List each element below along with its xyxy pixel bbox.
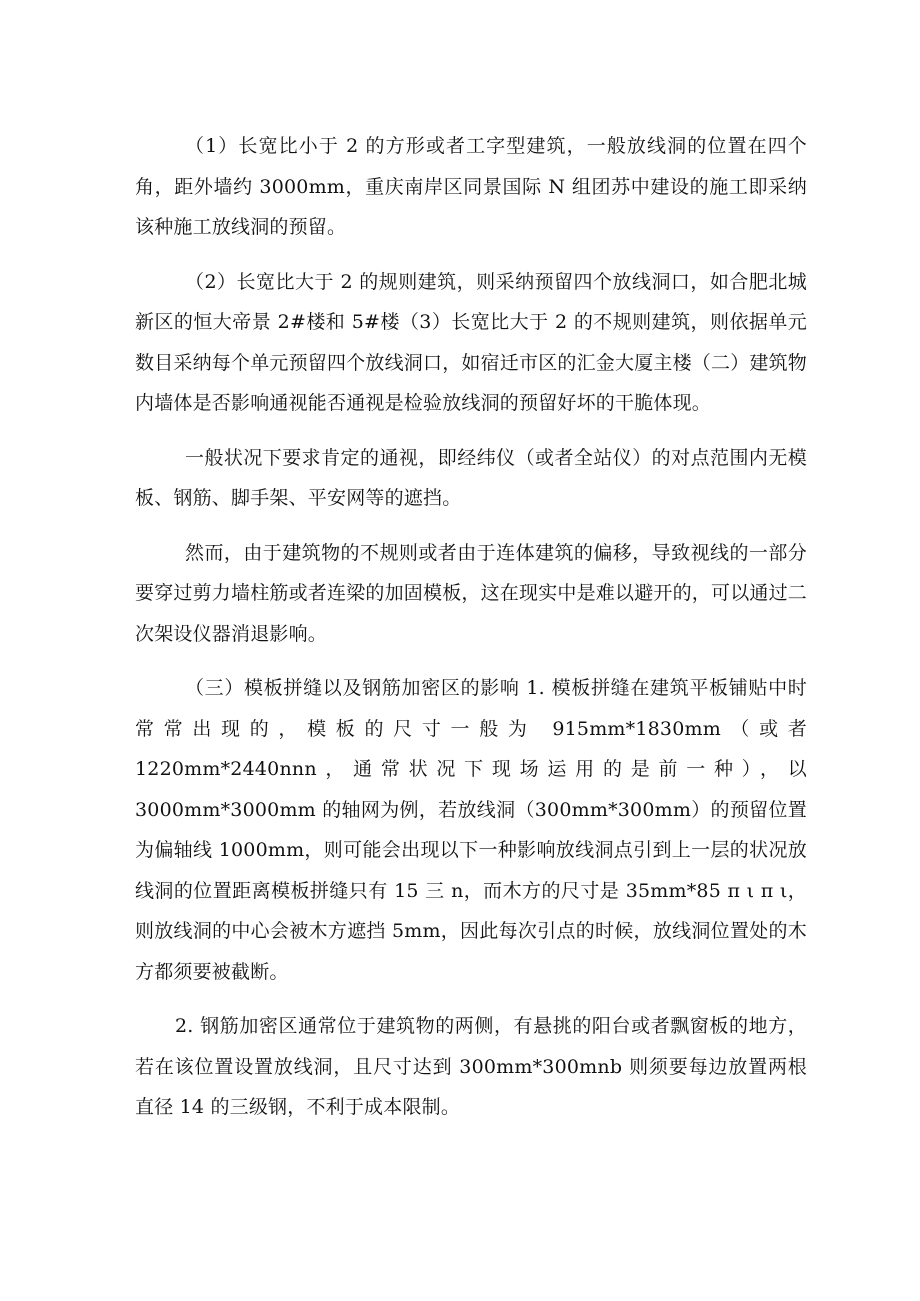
- paragraph-6: 2. 钢筋加密区通常位于建筑物的两侧，有悬挑的阳台或者飘窗板的地方，若在该位置设置放线洞，且尺寸达到 300mm*300mnb 则须要每边放置两根直径 14 的三级钢，不利于成本限制。: [135, 1015, 807, 1118]
- paragraph-5: （三）模板拼缝以及钢筋加密区的影响 1. 模板拼缝在建筑平板铺贴中时常常出现的，模板的尺寸一般为 915mm*1830mm（或者 1220mm*2440nnn，通常状况下现场运用的是前一种），以 3000mm*3000mm 的轴网为例，若放线洞（300mm*300mm）的预留位置为偏轴线 1000mm，则可能会出现以下一种影响放线洞点引到上一层的状况放线洞的位置距离模板拼缝只有 15 三 n，而木方的尺寸是 35mm*85 π ι π ι，则放线洞的中心会被木方遮挡 5mm，因此每次引点的时候，放线洞位置处的木方都须要被截断。: [135, 677, 807, 983]
- paragraph-1: （1）长宽比小于 2 的方形或者工字型建筑，一般放线洞的位置在四个角，距外墙约 3000mm，重庆南岸区同景国际 N 组团苏中建设的施工即采纳该种施工放线洞的预留。: [135, 135, 807, 238]
- document-body: [135, 126, 807, 1142]
- paragraph-3: 一般状况下要求肯定的通视，即经纬仪（或者全站仪）的对点范围内无模板、钢筋、脚手架、平安网等的遮挡。: [135, 446, 807, 509]
- paragraph-2: （2）长宽比大于 2 的规则建筑，则采纳预留四个放线洞口，如合肥北城新区的恒大帝景 2#楼和 5#楼（3）长宽比大于 2 的不规则建筑，则依据单元数目采纳每个单元预留四个放线洞口，如宿迁市区的汇金大厦主楼（二）建筑物内墙体是否影响通视能否通视是检验放线洞的预留好坏的干脆体现。: [135, 270, 808, 414]
- paragraph-4: 然而，由于建筑物的不规则或者由于连体建筑的偏移，导致视线的一部分要穿过剪力墙柱筋或者连梁的加固模板，这在现实中是难以避开的，可以通过二次架设仪器消退影响。: [135, 541, 808, 645]
